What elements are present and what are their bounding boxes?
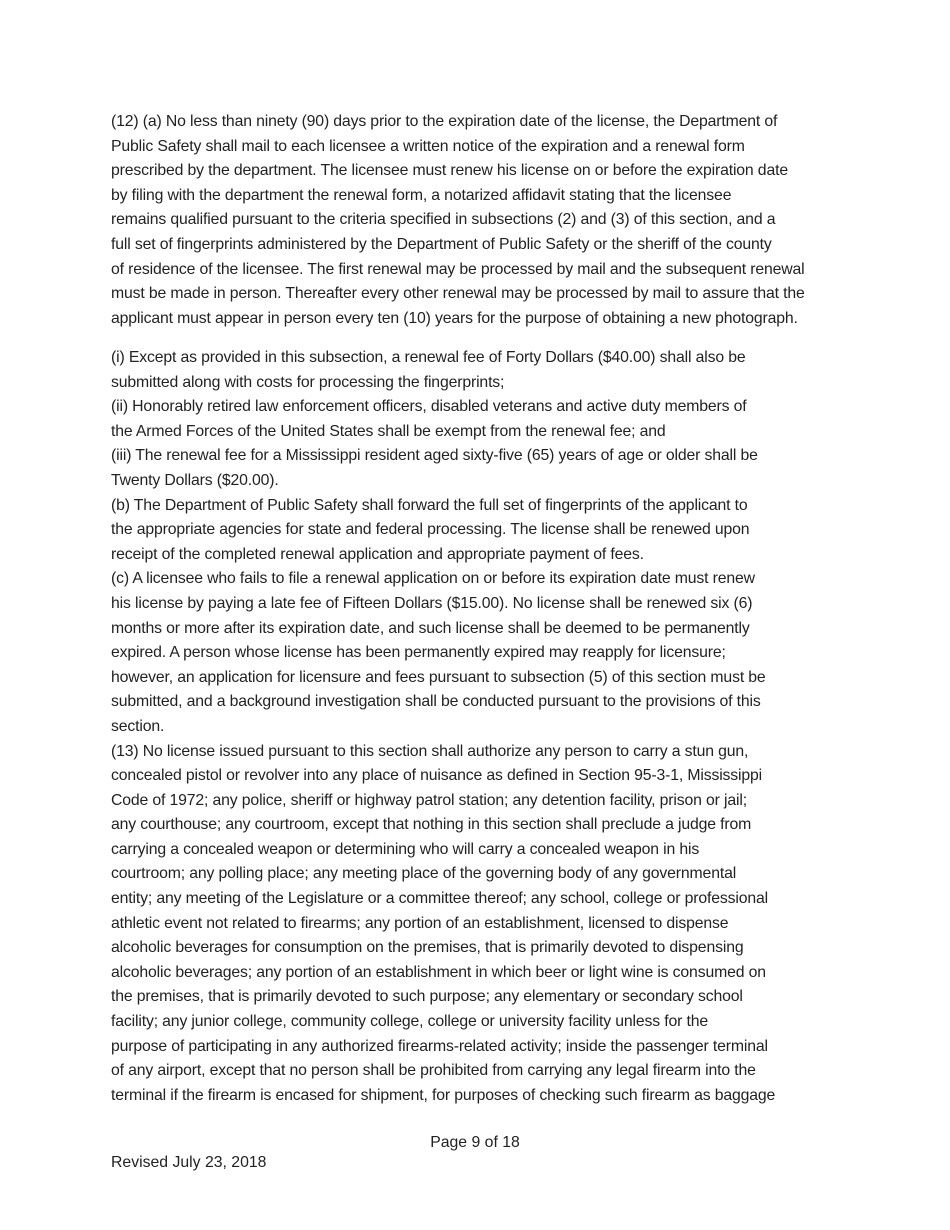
text-line: (ii) Honorably retired law enforcement officers, disabled veterans and active duty members of bbox=[111, 398, 747, 416]
text-line: (b) The Department of Public Safety shall forward the full set of fingerprints of the applicant to bbox=[111, 496, 748, 514]
text-line: submitted along with costs for processing the fingerprints; bbox=[111, 373, 505, 391]
text-line: of residence of the licensee. The first renewal may be processed by mail and the subsequent renewal bbox=[111, 260, 805, 278]
text-line: expired. A person whose license has been permanently expired may reapply for licensure; bbox=[111, 644, 726, 662]
text-line: full set of fingerprints administered by the Department of Public Safety or the sheriff of the county bbox=[111, 235, 772, 253]
text-line: (c) A licensee who fails to file a renewal application on or before its expiration date must renew bbox=[111, 570, 755, 588]
text-line: (i) Except as provided in this subsection, a renewal fee of Forty Dollars ($40.00) shall also be bbox=[111, 349, 746, 366]
text-line: section. bbox=[111, 717, 165, 735]
text-line: alcoholic beverages; any portion of an establishment in which beer or light wine is consumed on bbox=[111, 963, 766, 981]
text-line: Twenty Dollars ($20.00). bbox=[111, 471, 279, 489]
section-12a-block bbox=[111, 110, 871, 331]
paragraph-i bbox=[111, 346, 871, 395]
paragraph-ii bbox=[111, 395, 871, 444]
text-line: months or more after its expiration date, and such license shall be deemed to be permanently bbox=[111, 619, 750, 637]
text-line: the appropriate agencies for state and federal processing. The license shall be renewed upon bbox=[111, 521, 750, 539]
text-line: the premises, that is primarily devoted to such purpose; any elementary or secondary school bbox=[111, 988, 743, 1006]
text-line: submitted, and a background investigation shall be conducted pursuant to the provisions of this bbox=[111, 693, 761, 711]
text-line: courtroom; any polling place; any meeting place of the governing body of any governmental bbox=[111, 865, 737, 883]
text-line: the Armed Forces of the United States shall be exempt from the renewal fee; and bbox=[111, 422, 666, 440]
paragraph-12a bbox=[111, 110, 871, 331]
text-line: alcoholic beverages for consumption on the premises, that is primarily devoted to dispensing bbox=[111, 939, 744, 957]
text-line: entity; any meeting of the Legislature or a committee thereof; any school, college or professional bbox=[111, 890, 769, 908]
text-line: facility; any junior college, community college, college or university facility unless for the bbox=[111, 1013, 708, 1031]
text-line: of any airport, except that no person shall be prohibited from carrying any legal firearm into the bbox=[111, 1062, 756, 1080]
paragraph-13 bbox=[111, 740, 871, 1109]
text-line: Public Safety shall mail to each licensee a written notice of the expiration and a renewal form bbox=[111, 137, 745, 155]
text-line: carrying a concealed weapon or determining who will carry a concealed weapon in his bbox=[111, 840, 700, 858]
text-line: (12) (a) No less than ninety (90) days prior to the expiration date of the license, the Department of bbox=[111, 113, 778, 130]
text-line: applicant must appear in person every ten (10) years for the purpose of obtaining a new photograph. bbox=[111, 309, 798, 327]
text-line: purpose of participating in any authorized firearms-related activity; inside the passenger terminal bbox=[111, 1037, 768, 1055]
text-line: terminal if the firearm is encased for shipment, for purposes of checking such firearm as baggage bbox=[111, 1086, 776, 1104]
text-line: athletic event not related to firearms; any portion of an establishment, licensed to dispense bbox=[111, 914, 729, 932]
paragraph-iii bbox=[111, 444, 871, 493]
text-line: concealed pistol or revolver into any place of nuisance as defined in Section 95-3-1, Mississippi bbox=[111, 767, 763, 785]
revision-date: Revised July 23, 2018 bbox=[111, 1154, 267, 1171]
text-line: remains qualified pursuant to the criteria specified in subsections (2) and (3) of this section, and a bbox=[111, 211, 776, 229]
text-line: any courthouse; any courtroom, except that nothing in this section shall preclude a judge from bbox=[111, 816, 752, 834]
text-line: receipt of the completed renewal application and appropriate payment of fees. bbox=[111, 545, 644, 563]
text-line: however, an application for licensure and fees pursuant to subsection (5) of this section must be bbox=[111, 668, 766, 686]
text-line: prescribed by the department. The licensee must renew his license on or before the expiration date bbox=[111, 162, 788, 180]
text-line: (13) No license issued pursuant to this section shall authorize any person to carry a stun gun, bbox=[111, 742, 749, 760]
text-line: Code of 1972; any police, sheriff or highway patrol station; any detention facility, prison or jail; bbox=[111, 791, 747, 809]
text-line: his license by paying a late fee of Fifteen Dollars ($15.00). No license shall be renewed six (6) bbox=[111, 594, 753, 612]
text-line: must be made in person. Thereafter every other renewal may be processed by mail to assure that the bbox=[111, 285, 805, 303]
sections-continued-block bbox=[111, 346, 871, 1108]
page-number: Page 9 of 18 bbox=[430, 1134, 520, 1151]
text-line: (iii) The renewal fee for a Mississippi resident aged sixty-five (65) years of age or older shall be bbox=[111, 447, 758, 465]
text-line: by filing with the department the renewal form, a notarized affidavit stating that the licensee bbox=[111, 186, 732, 204]
paragraph-b bbox=[111, 494, 871, 568]
paragraph-c bbox=[111, 567, 871, 739]
